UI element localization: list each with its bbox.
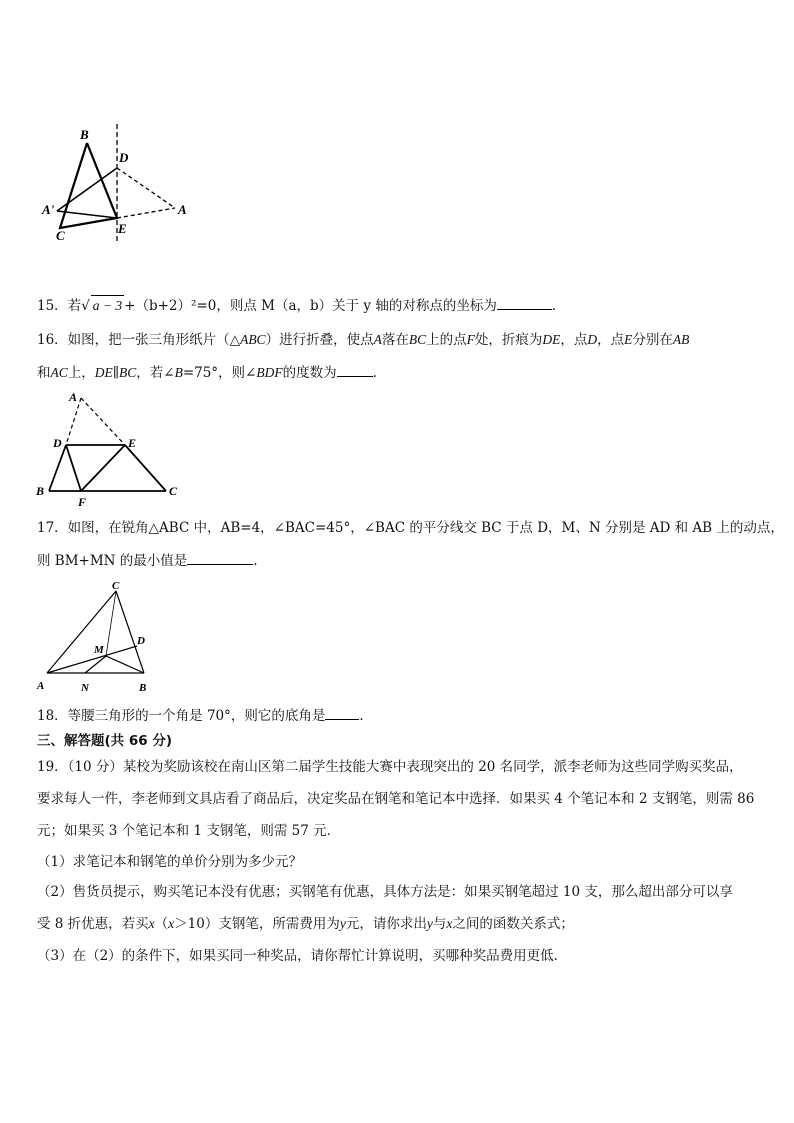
segment-db	[49, 445, 66, 491]
label-b: B	[36, 484, 45, 498]
var: AB	[672, 332, 690, 347]
q15-text: +（b+2）²=0，则点 M（a，b）关于 y 轴的对称点的坐标为	[124, 298, 497, 314]
text: 和	[37, 365, 51, 381]
text: ，若∠	[136, 365, 175, 381]
dashed-ae	[81, 398, 125, 445]
q18-end: .	[359, 708, 364, 724]
text: 上的点	[426, 332, 467, 348]
text: 落在	[381, 332, 409, 348]
text: =75°，则∠	[182, 365, 257, 381]
label-b: B	[80, 127, 89, 142]
question-19-line1	[37, 757, 743, 777]
q17-answer-blank[interactable]	[187, 550, 253, 565]
var: x	[168, 916, 175, 931]
text: ＞10）支钢笔，所需费用为	[174, 916, 340, 932]
text: （	[154, 916, 169, 932]
label-d: D	[119, 150, 129, 165]
var: x	[148, 916, 155, 931]
var: E	[624, 332, 633, 347]
question-15	[37, 295, 556, 316]
var: DE∥BC	[94, 365, 137, 380]
var: BDF	[256, 365, 283, 380]
q15-end: .	[551, 298, 557, 314]
text: 分别在	[632, 332, 673, 348]
text: 元，请你求出	[345, 916, 427, 932]
text: 与	[432, 916, 447, 932]
label-a-prime: A'	[42, 202, 55, 217]
text: 16．如图，把一张三角形纸片（	[37, 332, 230, 348]
q15-radicand: a − 3	[91, 295, 124, 316]
var: F	[466, 332, 475, 347]
label-n: N	[81, 682, 89, 694]
question-17-line1	[37, 518, 784, 538]
radical-sign: √	[81, 298, 90, 314]
var: DE	[542, 332, 561, 347]
q16-answer-blank[interactable]	[337, 362, 373, 377]
figure-q14	[30, 118, 200, 248]
label-d: D	[53, 436, 62, 450]
q15-answer-blank[interactable]	[497, 295, 552, 310]
q17-text: 17．如图，在锐角△ABC 中，AB=4，∠BAC=45°，∠BAC 的平分线交 BC 于点 D，M、N 分别是 AD 和 AB 上的动点，	[37, 520, 784, 536]
question-19-sub2-line1	[37, 882, 733, 902]
label-f: F	[78, 495, 87, 508]
label-a: A	[37, 680, 45, 692]
q19-sub1-text: （1）求笔记本和钢笔的单价分别为多少元？	[37, 854, 303, 870]
segment-a-prime-e	[57, 211, 117, 218]
q18-answer-blank[interactable]	[325, 705, 359, 720]
text: 的度数为	[282, 365, 337, 381]
question-19-sub3	[37, 946, 567, 966]
dashed-da	[117, 168, 175, 208]
q19-sub3-text: （3）在（2）的条件下，如果买同一种奖品，请你帮忙计算说明，买哪种奖品费用更低．	[37, 948, 568, 964]
segment-bm	[106, 656, 144, 673]
segment-ef	[81, 445, 125, 491]
dashed-ea	[117, 208, 175, 218]
text: ，点	[560, 332, 588, 348]
var: B	[174, 365, 183, 380]
var: x	[446, 916, 453, 931]
segment-a-prime-d	[57, 168, 117, 211]
label-c: C	[56, 228, 65, 243]
q19-text: 要求每人一件，李老师到文具店看了商品后，决定奖品在钢笔和笔记本中选择．如果买 4 个笔记本和 2 支钢笔，则需 86	[37, 791, 755, 807]
q17-end: .	[253, 553, 258, 569]
figure-q16	[33, 388, 183, 508]
var: AC	[50, 365, 68, 380]
question-19-sub1	[37, 852, 302, 872]
question-19-sub2-line2	[37, 914, 574, 934]
question-19-line3	[37, 821, 340, 841]
label-a: A	[178, 202, 187, 217]
segment-ac	[47, 591, 116, 673]
text: 受 8 折优惠，若买	[37, 916, 149, 932]
var: y	[339, 916, 346, 931]
label-e: E	[128, 436, 137, 450]
label-c: C	[169, 484, 178, 498]
question-18	[37, 705, 364, 726]
var: A	[373, 332, 382, 347]
label-a: A	[69, 390, 78, 404]
text: 之间的函数关系式；	[452, 916, 574, 932]
q15-number: 15．若	[37, 298, 82, 314]
label-m: M	[94, 644, 104, 656]
section-heading	[37, 731, 172, 751]
var: y	[426, 916, 433, 931]
section-title: 三、解答题(共 66 分)	[37, 733, 173, 749]
figure-q17	[33, 578, 158, 696]
triangle-name: △ABC	[229, 332, 266, 347]
q19-text: 19．（10 分）某校为奖励该校在南山区第二届学生技能大赛中表现突出的 20 名同学，派李老师为这些同学购买奖品，	[37, 759, 743, 775]
label-d: D	[137, 635, 145, 647]
text: ）进行折叠，使点	[265, 332, 374, 348]
var: BC	[408, 332, 427, 347]
q16-end: .	[372, 365, 377, 381]
label-e: E	[118, 221, 127, 236]
question-17-line2	[37, 550, 258, 571]
var: D	[587, 332, 598, 347]
question-16-line1	[37, 330, 689, 350]
text: ，点	[597, 332, 625, 348]
q18-text: 18．等腰三角形的一个角是 70°，则它的底角是	[37, 708, 326, 724]
segment-cb	[116, 591, 144, 673]
dashed-ad	[66, 398, 81, 445]
text: 上，	[67, 365, 95, 381]
q19-sub2-text: （2）售货员提示，购买笔记本没有优惠；买钢笔有优惠，具体方法是：如果买钢笔超过 10 支，那么超出部分可以享	[37, 884, 733, 900]
q19-text: 元；如果买 3 个笔记本和 1 支钢笔，则需 57 元．	[37, 823, 341, 839]
segment-ad	[47, 646, 137, 673]
label-b: B	[139, 682, 147, 694]
question-16-line2	[37, 362, 377, 383]
segment-df	[66, 445, 81, 491]
segment-ec	[125, 445, 166, 491]
text: 处，折痕为	[474, 332, 543, 348]
q17-text: 则 BM+MN 的最小值是	[37, 553, 188, 569]
question-19-line2	[37, 789, 754, 809]
label-c: C	[112, 580, 120, 592]
